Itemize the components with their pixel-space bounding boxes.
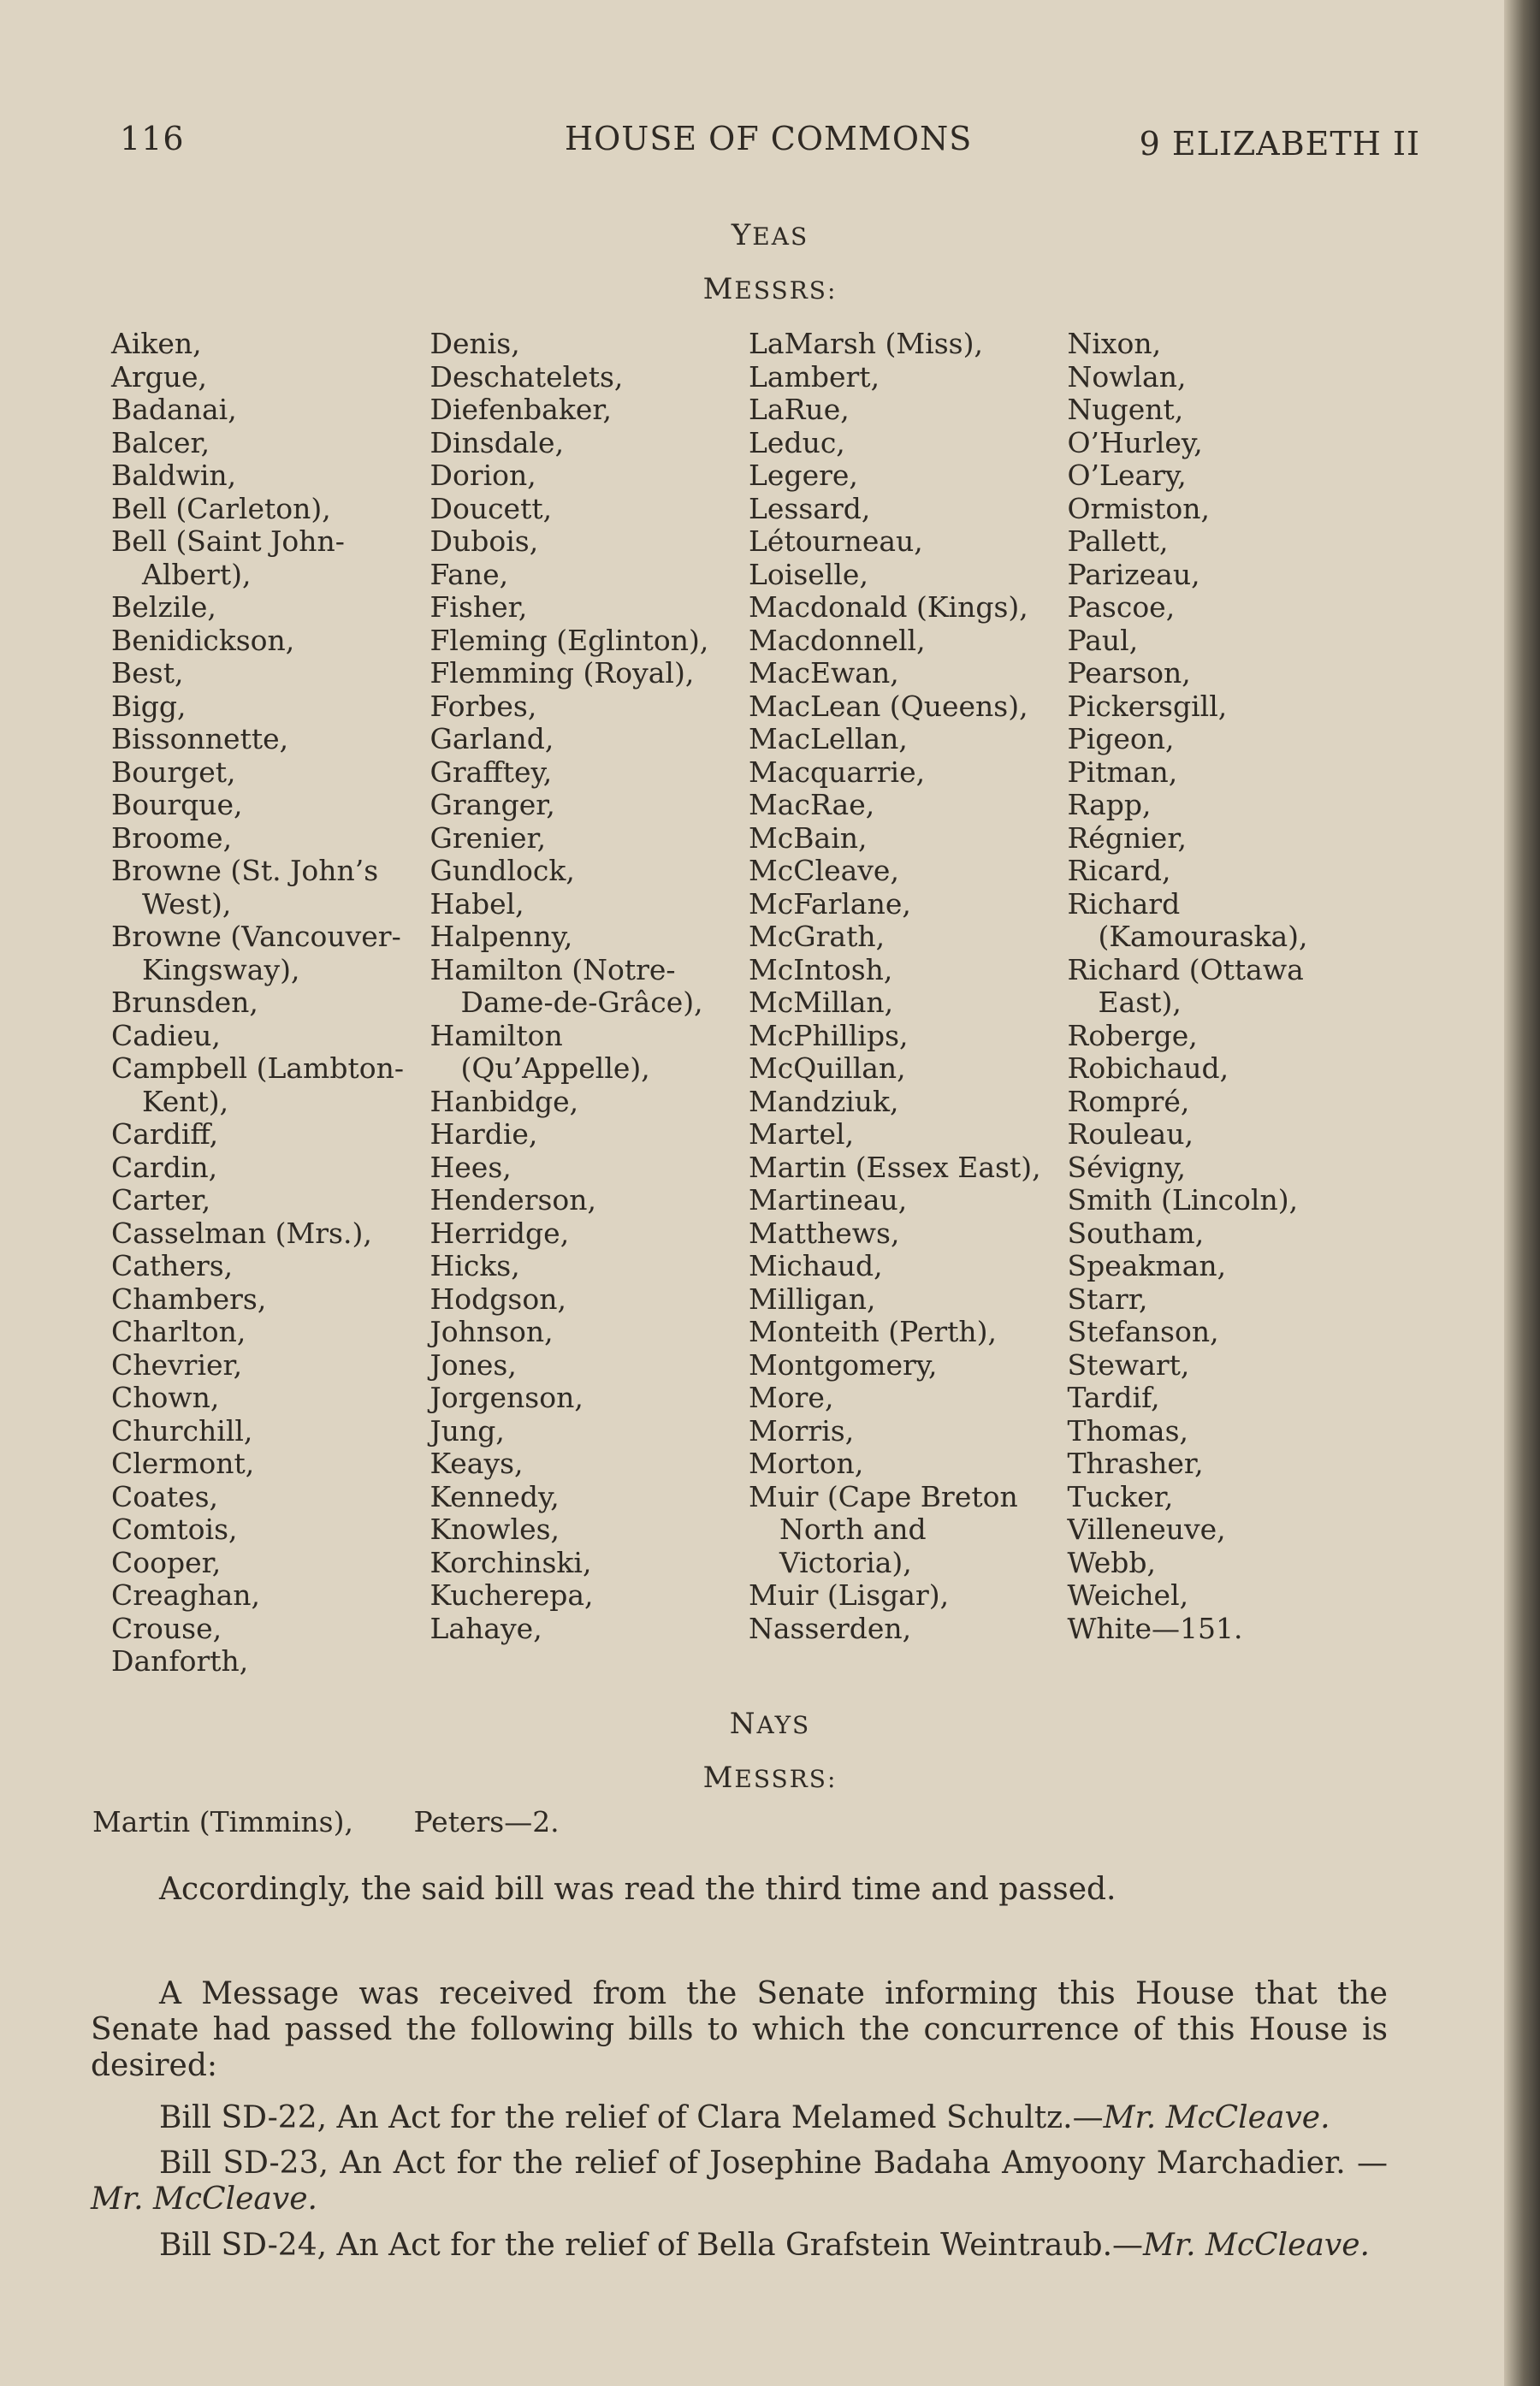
member-name: Hodgson,: [429, 1282, 566, 1316]
member-name: Tucker,: [1067, 1479, 1174, 1513]
member-name: Flemming (Royal),: [429, 656, 695, 690]
yeas-column-2: [430, 328, 749, 1678]
member-name: Muir (Cape Breton North and Victoria),: [749, 1479, 1018, 1579]
member-name: Keays,: [429, 1447, 524, 1480]
member-name: MacEwan,: [749, 656, 899, 690]
member-name: Martineau,: [749, 1183, 908, 1217]
member-name: Fleming (Eglinton),: [429, 623, 709, 657]
member-name: Hicks,: [429, 1249, 520, 1282]
member-name: Robichaud,: [1067, 1051, 1229, 1085]
result-paragraph: Accordingly, the said bill was read the third time and passed.: [159, 1872, 1116, 1907]
member-name: Broome,: [111, 820, 233, 855]
member-name: Cardin,: [111, 1150, 218, 1184]
running-title: HOUSE OF COMMONS: [565, 120, 973, 157]
member-name: Aiken,: [111, 327, 202, 360]
member-name: Coates,: [111, 1479, 219, 1513]
member-name: More,: [749, 1381, 834, 1414]
member-name: Argue,: [111, 359, 208, 394]
member-name: Danforth,: [111, 1644, 249, 1678]
member-name: Chevrier,: [111, 1347, 243, 1382]
member-name: Rompré,: [1067, 1084, 1190, 1118]
member-name: McFarlane,: [749, 886, 911, 921]
member-name: Martin (Essex East),: [749, 1150, 1041, 1184]
member-name: Lessard,: [749, 491, 871, 525]
member-name: McQuillan,: [749, 1051, 906, 1085]
member-name: Roberge,: [1067, 1018, 1198, 1052]
member-name: Comtois,: [111, 1513, 238, 1546]
member-name: Paul,: [1067, 623, 1139, 657]
member-name: Milligan,: [749, 1282, 876, 1316]
member-name: Stefanson,: [1067, 1315, 1219, 1348]
page-header: [120, 120, 1420, 171]
member-name: Webb,: [1067, 1545, 1156, 1579]
member-name: Nasserden,: [749, 1611, 912, 1645]
member-name: Chown,: [111, 1381, 220, 1414]
member-name: White—151.: [1067, 1611, 1243, 1645]
member-name: Régnier,: [1067, 820, 1187, 855]
member-name: MacRae,: [749, 788, 875, 821]
member-name: Macdonald (Kings),: [749, 590, 1028, 624]
member-name: Doucett,: [429, 491, 553, 525]
member-name: Matthews,: [749, 1216, 900, 1250]
member-name: Weichel,: [1067, 1578, 1189, 1612]
bill-entry: Bill SD-24, An Act for the relief of Bella Grafstein Weintraub.—Mr. McCleave.: [159, 2228, 1370, 2263]
member-name: Leduc,: [749, 425, 845, 459]
member-name: Létourneau,: [749, 524, 923, 558]
member-name: Pickersgill,: [1067, 689, 1228, 723]
member-name: Crouse,: [111, 1611, 222, 1645]
member-name: Monteith (Perth),: [749, 1315, 998, 1348]
nays-name: Peters—2.: [413, 1805, 560, 1838]
member-name: McIntosh,: [749, 952, 893, 986]
member-name: Michaud,: [749, 1249, 883, 1282]
member-name: Halpenny,: [429, 920, 573, 953]
regnal-year: 9 ELIZABETH II: [1139, 125, 1420, 163]
member-name: Denis,: [429, 327, 520, 360]
member-name: Gundlock,: [429, 854, 575, 887]
member-name: Kennedy,: [429, 1479, 560, 1513]
yeas-messrs-heading: MESSRS:: [702, 272, 838, 306]
senate-message-paragraph: A Message was received from the Senate informing this House that the Senate had passed the following bills to which the concurrence of this House is desired:: [91, 1976, 1388, 2083]
member-name: Starr,: [1067, 1282, 1148, 1316]
member-name: Henderson,: [429, 1183, 597, 1217]
member-name: Hanbidge,: [429, 1084, 579, 1118]
member-name: Diefenbaker,: [429, 393, 613, 426]
bill-mover: Mr. McCleave.: [1103, 2100, 1330, 2135]
member-name: Cadieu,: [111, 1018, 221, 1052]
member-name: Garland,: [429, 722, 554, 755]
member-name: Pascoe,: [1067, 590, 1176, 624]
member-name: Bourget,: [111, 755, 236, 789]
member-name: Baldwin,: [111, 459, 237, 492]
member-name: Pitman,: [1067, 755, 1178, 789]
member-name: Chambers,: [111, 1282, 267, 1316]
member-name: Ormiston,: [1067, 491, 1210, 525]
member-name: Stewart,: [1067, 1347, 1190, 1382]
member-name: LaMarsh (Miss),: [749, 327, 983, 360]
member-name: Rapp,: [1067, 788, 1152, 821]
member-name: Fane,: [429, 557, 509, 591]
member-name: Thomas,: [1067, 1413, 1189, 1448]
member-name: Cathers,: [111, 1249, 234, 1282]
member-name: Habel,: [429, 886, 524, 921]
member-name: Carter,: [111, 1183, 211, 1217]
member-name: Johnson,: [429, 1315, 554, 1348]
member-name: McGrath,: [749, 920, 886, 953]
member-name: Lahaye,: [429, 1611, 542, 1645]
member-name: Creaghan,: [111, 1578, 261, 1612]
member-name: Belzile,: [111, 590, 216, 624]
member-name: Best,: [111, 656, 184, 690]
bill-entry: Bill SD-23, An Act for the relief of Josephine Badaha Amyoony Marchadier. —Mr. McCleave.: [91, 2146, 1388, 2217]
nays-heading: NAYS: [729, 1707, 811, 1741]
bill-entry: Bill SD-22, An Act for the relief of Clara Melamed Schultz.—Mr. McCleave.: [159, 2100, 1330, 2135]
member-name: Legere,: [749, 459, 858, 492]
member-name: Macdonnell,: [749, 623, 926, 657]
member-name: Forbes,: [429, 689, 537, 723]
member-name: Hamilton (Qu’Appelle),: [429, 1018, 650, 1085]
member-name: Bigg,: [111, 689, 187, 723]
member-name: Dinsdale,: [429, 425, 565, 459]
member-name: Jung,: [429, 1413, 505, 1448]
member-name: Badanai,: [111, 393, 237, 426]
nays-names: [92, 1805, 560, 1838]
member-name: Richard (Kamouraska),: [1067, 886, 1308, 953]
member-name: McPhillips,: [749, 1018, 909, 1052]
member-name: Bissonnette,: [111, 722, 289, 755]
member-name: Villeneuve,: [1067, 1513, 1226, 1546]
member-name: McBain,: [749, 820, 868, 855]
member-name: Speakman,: [1067, 1249, 1227, 1282]
member-name: MacLean (Queens),: [749, 689, 1028, 723]
nays-name: Martin (Timmins),: [92, 1805, 353, 1838]
yeas-column-4: [1068, 328, 1387, 1678]
member-name: Grenier,: [429, 820, 547, 855]
member-name: Bourque,: [111, 788, 243, 821]
member-name: Hamilton (Notre-Dame-de-Grâce),: [429, 952, 703, 1019]
member-name: Muir (Lisgar),: [749, 1578, 950, 1612]
member-name: Smith (Lincoln),: [1067, 1183, 1299, 1217]
member-name: Bell (Saint John-Albert),: [111, 524, 345, 591]
member-name: Grafftey,: [429, 755, 553, 789]
nays-messrs-heading: MESSRS:: [702, 1761, 838, 1795]
member-name: McCleave,: [749, 854, 899, 887]
member-name: Tardif,: [1067, 1381, 1160, 1414]
member-name: Hees,: [429, 1150, 512, 1184]
member-name: Jones,: [429, 1347, 517, 1382]
member-name: Knowles,: [429, 1513, 560, 1546]
member-name: Richard (Ottawa East),: [1067, 952, 1304, 1019]
member-name: Pigeon,: [1067, 722, 1175, 755]
member-name: Lambert,: [749, 359, 880, 394]
bill-mover: Mr. McCleave.: [91, 2182, 317, 2217]
member-name: Sévigny,: [1067, 1150, 1186, 1184]
yeas-heading: YEAS: [731, 218, 809, 252]
member-name: Campbell (Lambton-Kent),: [111, 1051, 405, 1118]
member-name: Martel,: [749, 1117, 855, 1151]
member-name: Hardie,: [429, 1117, 538, 1151]
member-name: McMillan,: [749, 986, 894, 1019]
member-name: Morton,: [749, 1447, 864, 1480]
member-name: Nugent,: [1067, 393, 1184, 426]
member-name: MacLellan,: [749, 722, 908, 755]
page-number: 116: [120, 120, 185, 157]
member-name: Jorgenson,: [429, 1381, 583, 1414]
member-name: Casselman (Mrs.),: [111, 1216, 372, 1250]
member-name: Bell (Carleton),: [111, 491, 331, 525]
yeas-column-1: [111, 328, 430, 1678]
member-name: Browne (St. John’s West),: [111, 854, 379, 921]
member-name: Thrasher,: [1067, 1447, 1204, 1480]
member-name: Deschatelets,: [429, 359, 624, 394]
member-name: Churchill,: [111, 1413, 253, 1448]
member-name: Kucherepa,: [429, 1578, 594, 1612]
member-name: Loiselle,: [749, 557, 868, 591]
member-name: Clermont,: [111, 1447, 255, 1480]
page-binding-edge: [1504, 0, 1540, 2386]
member-name: Dubois,: [429, 524, 539, 558]
member-name: Benidickson,: [111, 623, 295, 657]
member-name: Mandziuk,: [749, 1084, 899, 1118]
member-name: Herridge,: [429, 1216, 570, 1250]
member-name: Southam,: [1067, 1216, 1205, 1250]
member-name: Pearson,: [1067, 656, 1191, 690]
member-name: Parizeau,: [1067, 557, 1200, 591]
member-name: Granger,: [429, 788, 555, 821]
member-name: Morris,: [749, 1413, 855, 1448]
bill-mover: Mr. McCleave.: [1143, 2228, 1370, 2263]
member-name: Dorion,: [429, 459, 536, 492]
member-name: Charlton,: [111, 1315, 246, 1348]
member-name: Nixon,: [1067, 327, 1162, 360]
member-name: Fisher,: [429, 590, 528, 624]
member-name: LaRue,: [749, 393, 850, 426]
member-name: Montgomery,: [749, 1347, 938, 1382]
member-name: Browne (Vancouver-Kingsway),: [111, 920, 401, 986]
yeas-names-table: [86, 328, 1386, 1678]
member-name: Macquarrie,: [749, 755, 926, 789]
member-name: Ricard,: [1067, 854, 1171, 887]
member-name: O’Leary,: [1067, 459, 1187, 492]
member-name: Balcer,: [111, 425, 210, 459]
member-name: Brunsden,: [111, 986, 258, 1019]
yeas-column-3: [749, 328, 1068, 1678]
member-name: Cooper,: [111, 1545, 222, 1579]
member-name: Nowlan,: [1067, 359, 1187, 394]
member-name: O’Hurley,: [1067, 425, 1203, 459]
member-name: Cardiff,: [111, 1117, 219, 1151]
member-name: Korchinski,: [429, 1545, 592, 1579]
member-name: Pallett,: [1067, 524, 1169, 558]
member-name: Rouleau,: [1067, 1117, 1194, 1151]
